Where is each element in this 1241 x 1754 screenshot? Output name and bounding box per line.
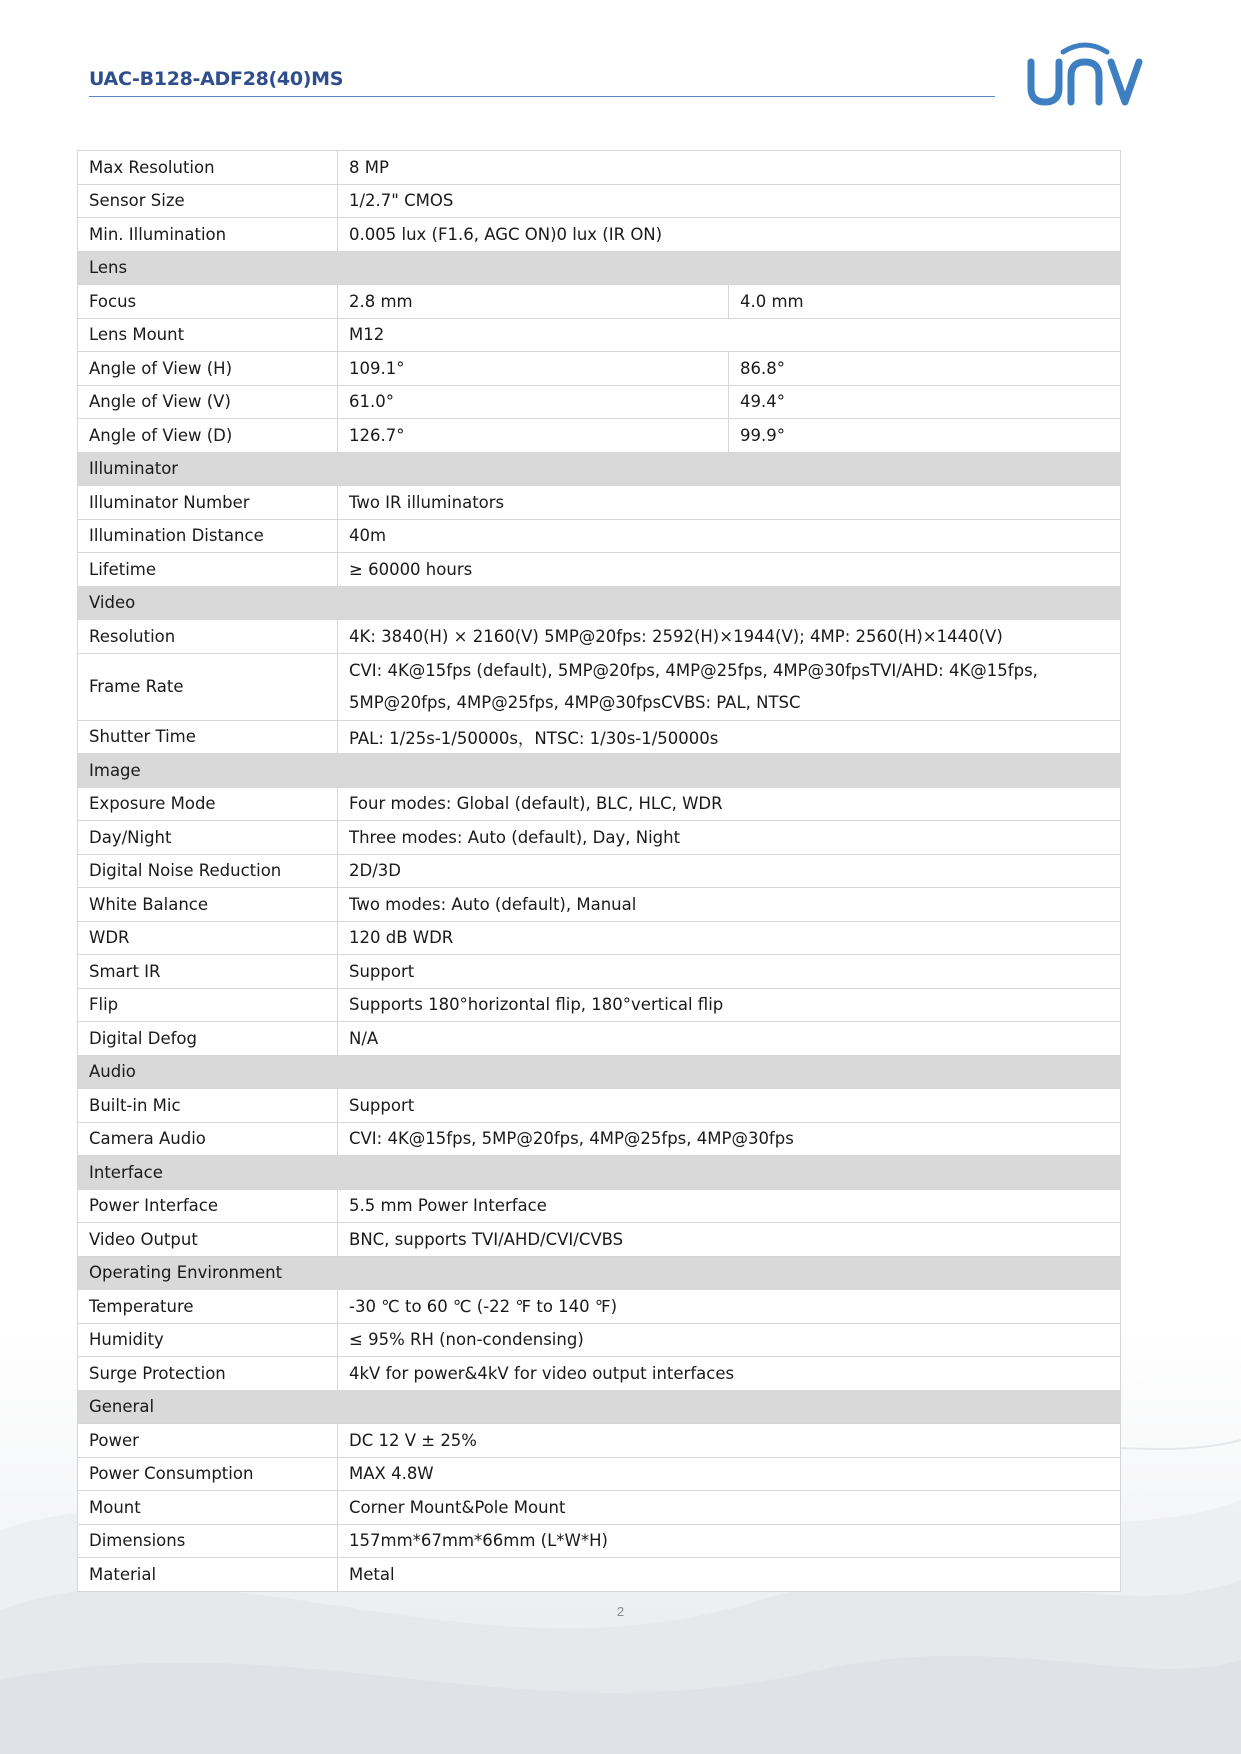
section-title: Illuminator xyxy=(78,452,1121,486)
spec-label: Digital Noise Reduction xyxy=(78,854,338,888)
spec-value: DC 12 V ± 25% xyxy=(338,1424,1121,1458)
spec-label: Lens Mount xyxy=(78,318,338,352)
spec-row xyxy=(78,151,1121,185)
spec-value: MAX 4.8W xyxy=(338,1457,1121,1491)
spec-value: Metal xyxy=(338,1558,1121,1592)
section-header-row xyxy=(78,586,1121,620)
spec-row xyxy=(78,620,1121,654)
section-title: Audio xyxy=(78,1055,1121,1089)
spec-row xyxy=(78,1524,1121,1558)
spec-label: Max Resolution xyxy=(78,151,338,185)
section-title: General xyxy=(78,1390,1121,1424)
spec-value: Three modes: Auto (default), Day, Night xyxy=(338,821,1121,855)
spec-value: Supports 180°horizontal flip, 180°vertical flip xyxy=(338,988,1121,1022)
spec-label: Dimensions xyxy=(78,1524,338,1558)
spec-label: Camera Audio xyxy=(78,1122,338,1156)
spec-row xyxy=(78,1457,1121,1491)
spec-value: ≤ 95% RH (non-condensing) xyxy=(338,1323,1121,1357)
spec-value: 49.4° xyxy=(729,385,1121,419)
spec-value: 157mm*67mm*66mm (L*W*H) xyxy=(338,1524,1121,1558)
spec-row xyxy=(78,653,1121,720)
spec-label: Built-in Mic xyxy=(78,1089,338,1123)
spec-label: Focus xyxy=(78,285,338,319)
spec-value: Corner Mount&Pole Mount xyxy=(338,1491,1121,1525)
spec-label: Angle of View (V) xyxy=(78,385,338,419)
spec-label: Angle of View (H) xyxy=(78,352,338,386)
section-header-row xyxy=(78,251,1121,285)
spec-value: CVI: 4K@15fps, 5MP@20fps, 4MP@25fps, 4MP@30fps xyxy=(338,1122,1121,1156)
section-header-row xyxy=(78,452,1121,486)
spec-label: Mount xyxy=(78,1491,338,1525)
spec-row xyxy=(78,318,1121,352)
spec-row xyxy=(78,921,1121,955)
spec-label: Resolution xyxy=(78,620,338,654)
spec-table xyxy=(77,150,1121,1592)
spec-row xyxy=(78,352,1121,386)
spec-label: Flip xyxy=(78,988,338,1022)
spec-row xyxy=(78,1122,1121,1156)
spec-row xyxy=(78,184,1121,218)
spec-row xyxy=(78,1491,1121,1525)
spec-value: 120 dB WDR xyxy=(338,921,1121,955)
spec-label: Power Consumption xyxy=(78,1457,338,1491)
spec-row xyxy=(78,1022,1121,1056)
spec-value: ≥ 60000 hours xyxy=(338,553,1121,587)
spec-value: 99.9° xyxy=(729,419,1121,453)
spec-label: Power Interface xyxy=(78,1189,338,1223)
spec-row xyxy=(78,1558,1121,1592)
spec-label: Humidity xyxy=(78,1323,338,1357)
spec-label: Temperature xyxy=(78,1290,338,1324)
spec-value: -30 ℃ to 60 ℃ (-22 ℉ to 140 ℉) xyxy=(338,1290,1121,1324)
spec-value: 2D/3D xyxy=(338,854,1121,888)
section-title: Video xyxy=(78,586,1121,620)
spec-label: Sensor Size xyxy=(78,184,338,218)
spec-value: Two IR illuminators xyxy=(338,486,1121,520)
spec-value: 8 MP xyxy=(338,151,1121,185)
spec-label: Frame Rate xyxy=(78,653,338,720)
spec-value: Two modes: Auto (default), Manual xyxy=(338,888,1121,922)
spec-row xyxy=(78,1290,1121,1324)
spec-value: 86.8° xyxy=(729,352,1121,386)
spec-row xyxy=(78,519,1121,553)
spec-label: Lifetime xyxy=(78,553,338,587)
spec-value: 4.0 mm xyxy=(729,285,1121,319)
spec-value: 4K: 3840(H) × 2160(V) 5MP@20fps: 2592(H)×1944(V); 4MP: 2560(H)×1440(V) xyxy=(338,620,1121,654)
section-title: Interface xyxy=(78,1156,1121,1190)
unv-logo xyxy=(1027,40,1147,108)
spec-row xyxy=(78,787,1121,821)
spec-value: 109.1° xyxy=(338,352,729,386)
spec-label: Illuminator Number xyxy=(78,486,338,520)
spec-value: N/A xyxy=(338,1022,1121,1056)
spec-label: Min. Illumination xyxy=(78,218,338,252)
section-header-row xyxy=(78,1256,1121,1290)
page-header xyxy=(0,0,1241,110)
model-title: UAC-B128-ADF28(40)MS xyxy=(89,68,344,90)
spec-row xyxy=(78,1357,1121,1391)
section-header-row xyxy=(78,1055,1121,1089)
spec-value: 2.8 mm xyxy=(338,285,729,319)
spec-row xyxy=(78,1089,1121,1123)
spec-label: Digital Defog xyxy=(78,1022,338,1056)
spec-value: 40m xyxy=(338,519,1121,553)
spec-label: Material xyxy=(78,1558,338,1592)
spec-value: M12 xyxy=(338,318,1121,352)
spec-label: Exposure Mode xyxy=(78,787,338,821)
spec-value: 61.0° xyxy=(338,385,729,419)
spec-value: CVI: 4K@15fps (default), 5MP@20fps, 4MP@25fps, 4MP@30fpsTVI/AHD: 4K@15fps, 5MP@20fps, 4MP@25fps, 4MP@30fpsCVBS: PAL, NTSC xyxy=(338,653,1121,720)
spec-row xyxy=(78,821,1121,855)
spec-row xyxy=(78,988,1121,1022)
spec-label: Day/Night xyxy=(78,821,338,855)
spec-value: 126.7° xyxy=(338,419,729,453)
spec-row xyxy=(78,854,1121,888)
spec-value: Support xyxy=(338,955,1121,989)
spec-value: BNC, supports TVI/AHD/CVI/CVBS xyxy=(338,1223,1121,1257)
spec-row xyxy=(78,553,1121,587)
header-divider xyxy=(89,96,995,97)
spec-label: Smart IR xyxy=(78,955,338,989)
spec-value: Support xyxy=(338,1089,1121,1123)
spec-label: Power xyxy=(78,1424,338,1458)
page-number: 2 xyxy=(616,1604,625,1619)
section-header-row xyxy=(78,1390,1121,1424)
spec-value: PAL: 1/25s-1/50000s，NTSC: 1/30s-1/50000s xyxy=(338,720,1121,754)
spec-row xyxy=(78,1223,1121,1257)
spec-label: Video Output xyxy=(78,1223,338,1257)
spec-label: Shutter Time xyxy=(78,720,338,754)
spec-label: WDR xyxy=(78,921,338,955)
spec-label: Surge Protection xyxy=(78,1357,338,1391)
spec-row xyxy=(78,419,1121,453)
spec-row xyxy=(78,285,1121,319)
spec-row xyxy=(78,888,1121,922)
spec-row xyxy=(78,955,1121,989)
section-title: Image xyxy=(78,754,1121,788)
spec-row xyxy=(78,1323,1121,1357)
section-title: Lens xyxy=(78,251,1121,285)
spec-value: Four modes: Global (default), BLC, HLC, WDR xyxy=(338,787,1121,821)
spec-label: Illumination Distance xyxy=(78,519,338,553)
spec-row xyxy=(78,385,1121,419)
spec-row xyxy=(78,1189,1121,1223)
spec-value: 0.005 lux (F1.6, AGC ON)0 lux (IR ON) xyxy=(338,218,1121,252)
section-title: Operating Environment xyxy=(78,1256,1121,1290)
spec-label: Angle of View (D) xyxy=(78,419,338,453)
spec-value: 4kV for power&4kV for video output interfaces xyxy=(338,1357,1121,1391)
spec-row xyxy=(78,720,1121,754)
section-header-row xyxy=(78,1156,1121,1190)
spec-row xyxy=(78,486,1121,520)
spec-label: White Balance xyxy=(78,888,338,922)
spec-value: 1/2.7" CMOS xyxy=(338,184,1121,218)
spec-value: 5.5 mm Power Interface xyxy=(338,1189,1121,1223)
section-header-row xyxy=(78,754,1121,788)
spec-row xyxy=(78,218,1121,252)
spec-row xyxy=(78,1424,1121,1458)
